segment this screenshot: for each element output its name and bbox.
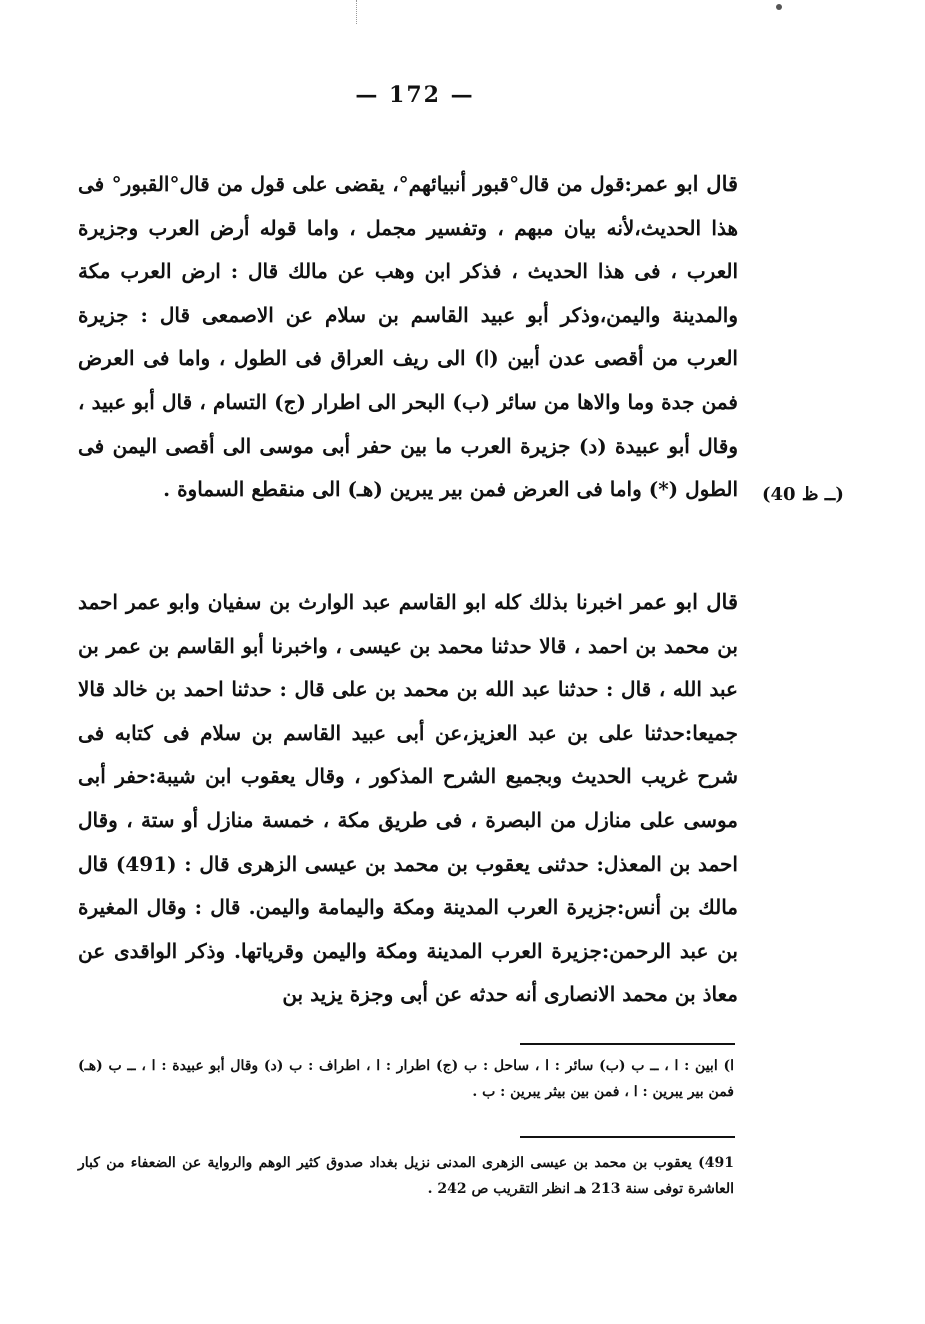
scan-dot (776, 4, 782, 10)
paragraph-1 (78, 162, 738, 512)
paragraph-1-text: :قول من قال°قبور أنبيائهم°، يقضى على قول من قال°القبور° فى هذا الحديث،لأنه بيان مبهم ، وتفسير مجمل ، واما قوله أرض العرب وجزيرة العرب ، فى هذا الحديث ، فذكر ابن وهب عن مالك قال : ارض العرب مكة والمدينة واليمن،وذكر أبو عبيد القاسم بن سلام عن الاصمعى قال : جزيرة العرب من أقصى عدن أبين (ا) الى ريف العراق فى الطول ، واما فى العرض فمن جدة وما والاها من سائر (ب) البحر الى اطرار (ج) التسام ، قال أبو عبيد ، وقال أبو عبيدة (د) جزيرة العرب ما بين حفر أبى موسى الى أقصى اليمن فى الطول (*) واما فى العرض فمن بير يبرين (هـ) الى منقطع السماوة . (78, 172, 738, 502)
paragraph-2-lead: قال ابو عمر (630, 589, 738, 614)
margin-note: (40 ــ ظ) (762, 484, 844, 505)
paragraph-2-text: اخبرنا بذلك كله ابو القاسم عبد الوارث بن سفيان وابو عمر احمد بن محمد بن احمد ، قالا حدثنا محمد بن عيسى ، واخبرنا أبو القاسم بن عمر بن عبد الله ، قال : حدثنا عبد الله بن محمد بن على قال : حدثنا احمد بن خالد قالا جميعا:حدثنا على بن عبد العزيز،عن أبى عبيد القاسم بن سلام فى كتابه فى شرح غريب الحديث وبجميع الشرح المذكور ، وقال يعقوب ابن شيبة:حفر أبى موسى على منازل من البصرة ، فى طريق مكة ، خمسة منازل أو ستة ، وقال احمد بن المعذل: حدثنى يعقوب بن محمد بن عيسى الزهرى قال : (491) قال مالك بن أنس:جزيرة العرب المدينة ومكة واليمامة واليمن. قال : وقال المغيرة بن عبد الرحمن:جزيرة العرب المدينة ومكة واليمن وقرياتها. وذكر الواقدى عن معاذ بن محمد الانصارى أنه حدثه عن أبى وجزة يزيد بن (78, 590, 738, 1007)
paragraph-2 (78, 580, 738, 1017)
scan-speck (356, 0, 365, 24)
footnote-divider-1 (520, 1043, 735, 1045)
footnote-variants: ا) ابين : ا ، ــ ب (ب) سائر : ا ، ساحل : ب (ج) اطرار : ا ، اطراف : ب (د) وقال أبو عبيدة : ا ، ــ ب (هـ) فمن بير يبرين : ا ، فمن بين بيثر يبرين : ب . (78, 1058, 734, 1100)
page-number: — 172 — (355, 82, 475, 108)
footnote-biography: 491) يعقوب بن محمد بن عيسى الزهرى المدنى نزيل بغداد صدوق كثير الوهم والرواية عن الضعفاء من كبار العاشرة توفى سنة 213 هـ انظر التقريب ص 242 . (78, 1155, 734, 1197)
footnote-divider-2 (520, 1136, 735, 1138)
paragraph-1-lead: قال ابو عمر (631, 171, 739, 196)
